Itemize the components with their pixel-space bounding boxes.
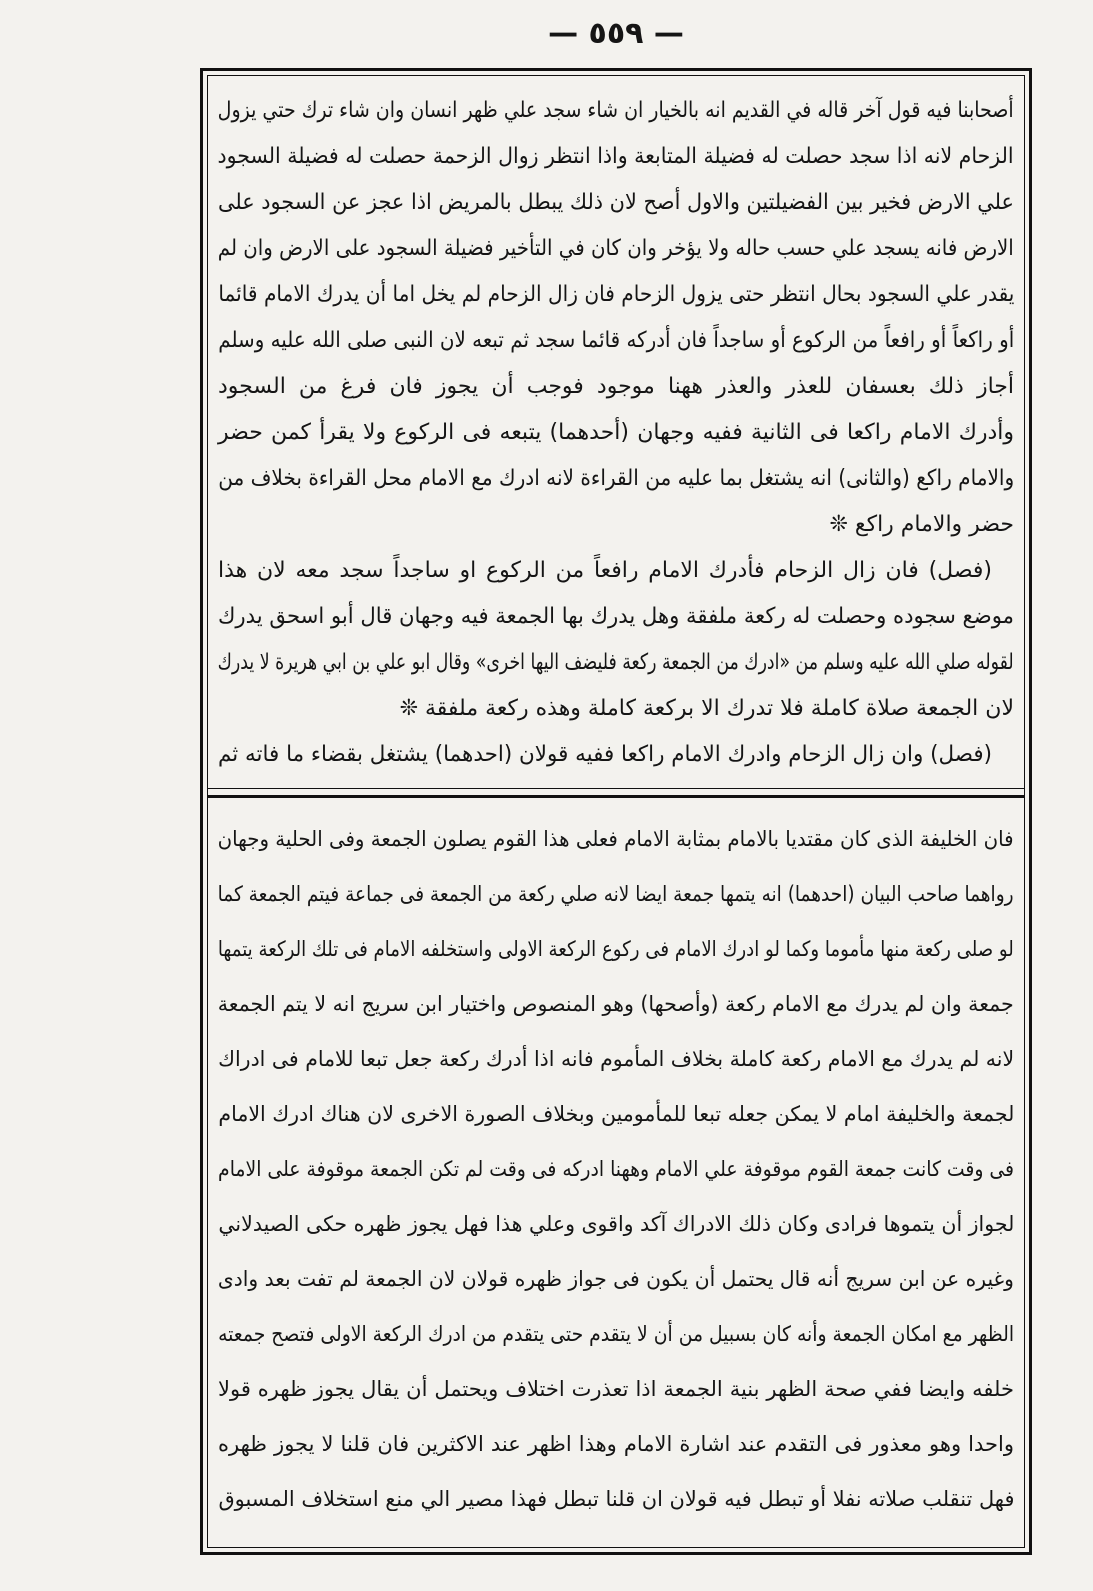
- main-text-line: [218, 226, 1014, 272]
- commentary-line: [218, 1252, 1014, 1307]
- section-divider: [207, 788, 1025, 798]
- main-text-line: [218, 180, 1014, 226]
- line-text: لانه لم يدرك مع الامام ركعة كاملة بخلاف المأموم فانه اذا أدرك ركعة جعل تبعا للامام فى ادراك: [218, 1047, 1014, 1071]
- line-text: يقدر علي السجود بحال انتظر حتى يزول الزحام فان زال الزحام لم يخل اما أن يدرك الامام قائما: [218, 282, 1014, 307]
- line-text: لو صلى ركعة منها مأموما وكما لو ادرك الامام فى ركوع الركعة الاولى واستخلفه الامام فى تلك الركعة يتمها: [218, 937, 1014, 961]
- line-text: الظهر مع امكان الجمعة وأنه كان بسبيل من أن لا يتقدم حتى يتقدم من ادرك الركعة الاولى فتصح جمعته: [218, 1322, 1014, 1346]
- main-text-line: [218, 548, 1014, 594]
- commentary-line: [218, 977, 1014, 1032]
- line-text: (فصل) وان زال الزحام وادرك الامام راكعا ففيه قولان (احدهما) يشتغل بقضاء ما فاته ثم: [218, 742, 992, 767]
- commentary-line: [218, 1142, 1014, 1197]
- line-text: فهل تنقلب صلاته نفلا أو تبطل فيه قولان ان قلنا تبطل فهذا مصير الي منع استخلاف المسبوق: [218, 1487, 1014, 1511]
- line-text: رواهما صاحب البيان (احدهما) انه يتمها جمعة ايضا لانه صلي ركعة من الجمعة فى جماعة فيتم الجمعة كما: [218, 882, 1014, 906]
- commentary-line: [218, 1307, 1014, 1362]
- page-frame: [200, 68, 1032, 1555]
- page-number: — ٥٥٩ —: [548, 16, 684, 51]
- commentary-line: [218, 1032, 1014, 1087]
- line-text: لجمعة والخليفة امام لا يمكن جعله تبعا للمأمومين وبخلاف الصورة الاخرى لان هناك ادرك الامام: [218, 1102, 1014, 1126]
- line-text: واحدا وهو معذور فى التقدم عند اشارة الامام وهذا اظهر عند الاكثرين فان قلنا لا يجوز ظهره: [218, 1432, 1014, 1456]
- commentary-line: [218, 922, 1014, 977]
- line-text: جمعة وان لم يدرك مع الامام ركعة (وأصحها) وهو المنصوص واختيار ابن سريج انه لا يتم الجمعة: [218, 992, 1014, 1016]
- main-text-line: [218, 88, 1014, 134]
- main-text-line: [218, 410, 1014, 456]
- line-text: لقوله صلي الله عليه وسلم من «ادرك من الجمعة ركعة فليضف اليها اخرى» وقال ابو علي بن ابي هريرة لا يدرك: [218, 650, 1014, 675]
- line-text: وغيره عن ابن سريج أنه قال يحتمل أن يكون فى جواز ظهره قولان لان الجمعة لم تفت بعد وادى: [218, 1267, 1014, 1291]
- line-text: فان الخليفة الذى كان مقتديا بالامام بمثابة الامام فعلى هذا القوم يصلون الجمعة وفى الحلية وجهان: [218, 827, 1014, 851]
- line-text: لجواز أن يتموها فرادى وكان ذلك الادراك آكد واقوى وعلي هذا فهل يجوز ظهره حكى الصيدلاني: [218, 1212, 1014, 1236]
- main-text-line: [218, 732, 1014, 778]
- main-text-line: [218, 640, 1014, 686]
- line-text: (فصل) فان زال الزحام فأدرك الامام رافعاً من الركوع او ساجداً سجد معه لان هذا: [218, 558, 992, 583]
- line-text: أصحابنا فيه قول آخر قاله في القديم انه بالخيار ان شاء سجد علي ظهر انسان وان شاء ترك حتي يزول: [218, 98, 1014, 123]
- commentary-text: [208, 798, 1024, 1547]
- line-text: لان الجمعة صلاة كاملة فلا تدرك الا بركعة كاملة وهذه ركعة ملفقة ❊: [399, 696, 1014, 721]
- main-text-line: [218, 364, 1014, 410]
- line-text: وأدرك الامام راكعا فى الثانية ففيه وجهان (أحدهما) يتبعه فى الركوع ولا يقرأ كمن حضر: [218, 420, 1014, 445]
- line-text: حضر والامام راكع ❊: [829, 512, 1014, 537]
- main-text-line: [218, 502, 1014, 548]
- main-text-line: [218, 272, 1014, 318]
- line-text: موضع سجوده وحصلت له ركعة ملفقة وهل يدرك بها الجمعة فيه وجهان قال أبو اسحق يدرك: [218, 604, 1014, 629]
- page-frame-inner: [207, 75, 1025, 1548]
- main-text-line: [218, 594, 1014, 640]
- main-text-line: [218, 318, 1014, 364]
- commentary-line: [218, 1362, 1014, 1417]
- commentary-line: [218, 1197, 1014, 1252]
- line-text: خلفه وايضا ففي صحة الظهر بنية الجمعة اذا تعذرت اختلاف ويحتمل أن يقال يجوز ظهره قولا: [218, 1377, 1014, 1401]
- commentary-line: [218, 812, 1014, 867]
- main-text-line: [218, 686, 1014, 732]
- commentary-line: [218, 867, 1014, 922]
- main-text: [208, 76, 1024, 788]
- line-text: الزحام لانه اذا سجد حصلت له فضيلة المتابعة واذا انتظر زوال الزحمة حصلت له فضيلة السجود: [218, 144, 1014, 169]
- line-text: أو راكعاً أو رافعاً من الركوع أو ساجداً فان أدركه قائما سجد ثم تبعه لان النبى صلى الله عليه وسلم: [218, 328, 1014, 353]
- line-text: الارض فانه يسجد علي حسب حاله ولا يؤخر وان كان في التأخير فضيلة السجود على الارض وان لم: [218, 236, 1014, 261]
- main-text-line: [218, 456, 1014, 502]
- main-text-line: [218, 134, 1014, 180]
- line-text: والامام راكع (والثانى) انه يشتغل بما عليه من القراءة لانه ادرك مع الامام محل القراءة بخلاف من: [218, 466, 1014, 491]
- line-text: أجاز ذلك بعسفان للعذر والعذر ههنا موجود فوجب أن يجوز فان فرغ من السجود: [218, 374, 1014, 399]
- line-text: علي الارض فخير بين الفضيلتين والاول أصح لان ذلك يبطل بالمريض اذا عجز عن السجود على: [218, 190, 1014, 215]
- commentary-line: [218, 1472, 1014, 1527]
- commentary-line: [218, 1417, 1014, 1472]
- commentary-line: [218, 1087, 1014, 1142]
- line-text: فى وقت كانت جمعة القوم موقوفة علي الامام وههنا ادركه فى وقت لم تكن الجمعة موقوفة على الامام: [218, 1157, 1014, 1181]
